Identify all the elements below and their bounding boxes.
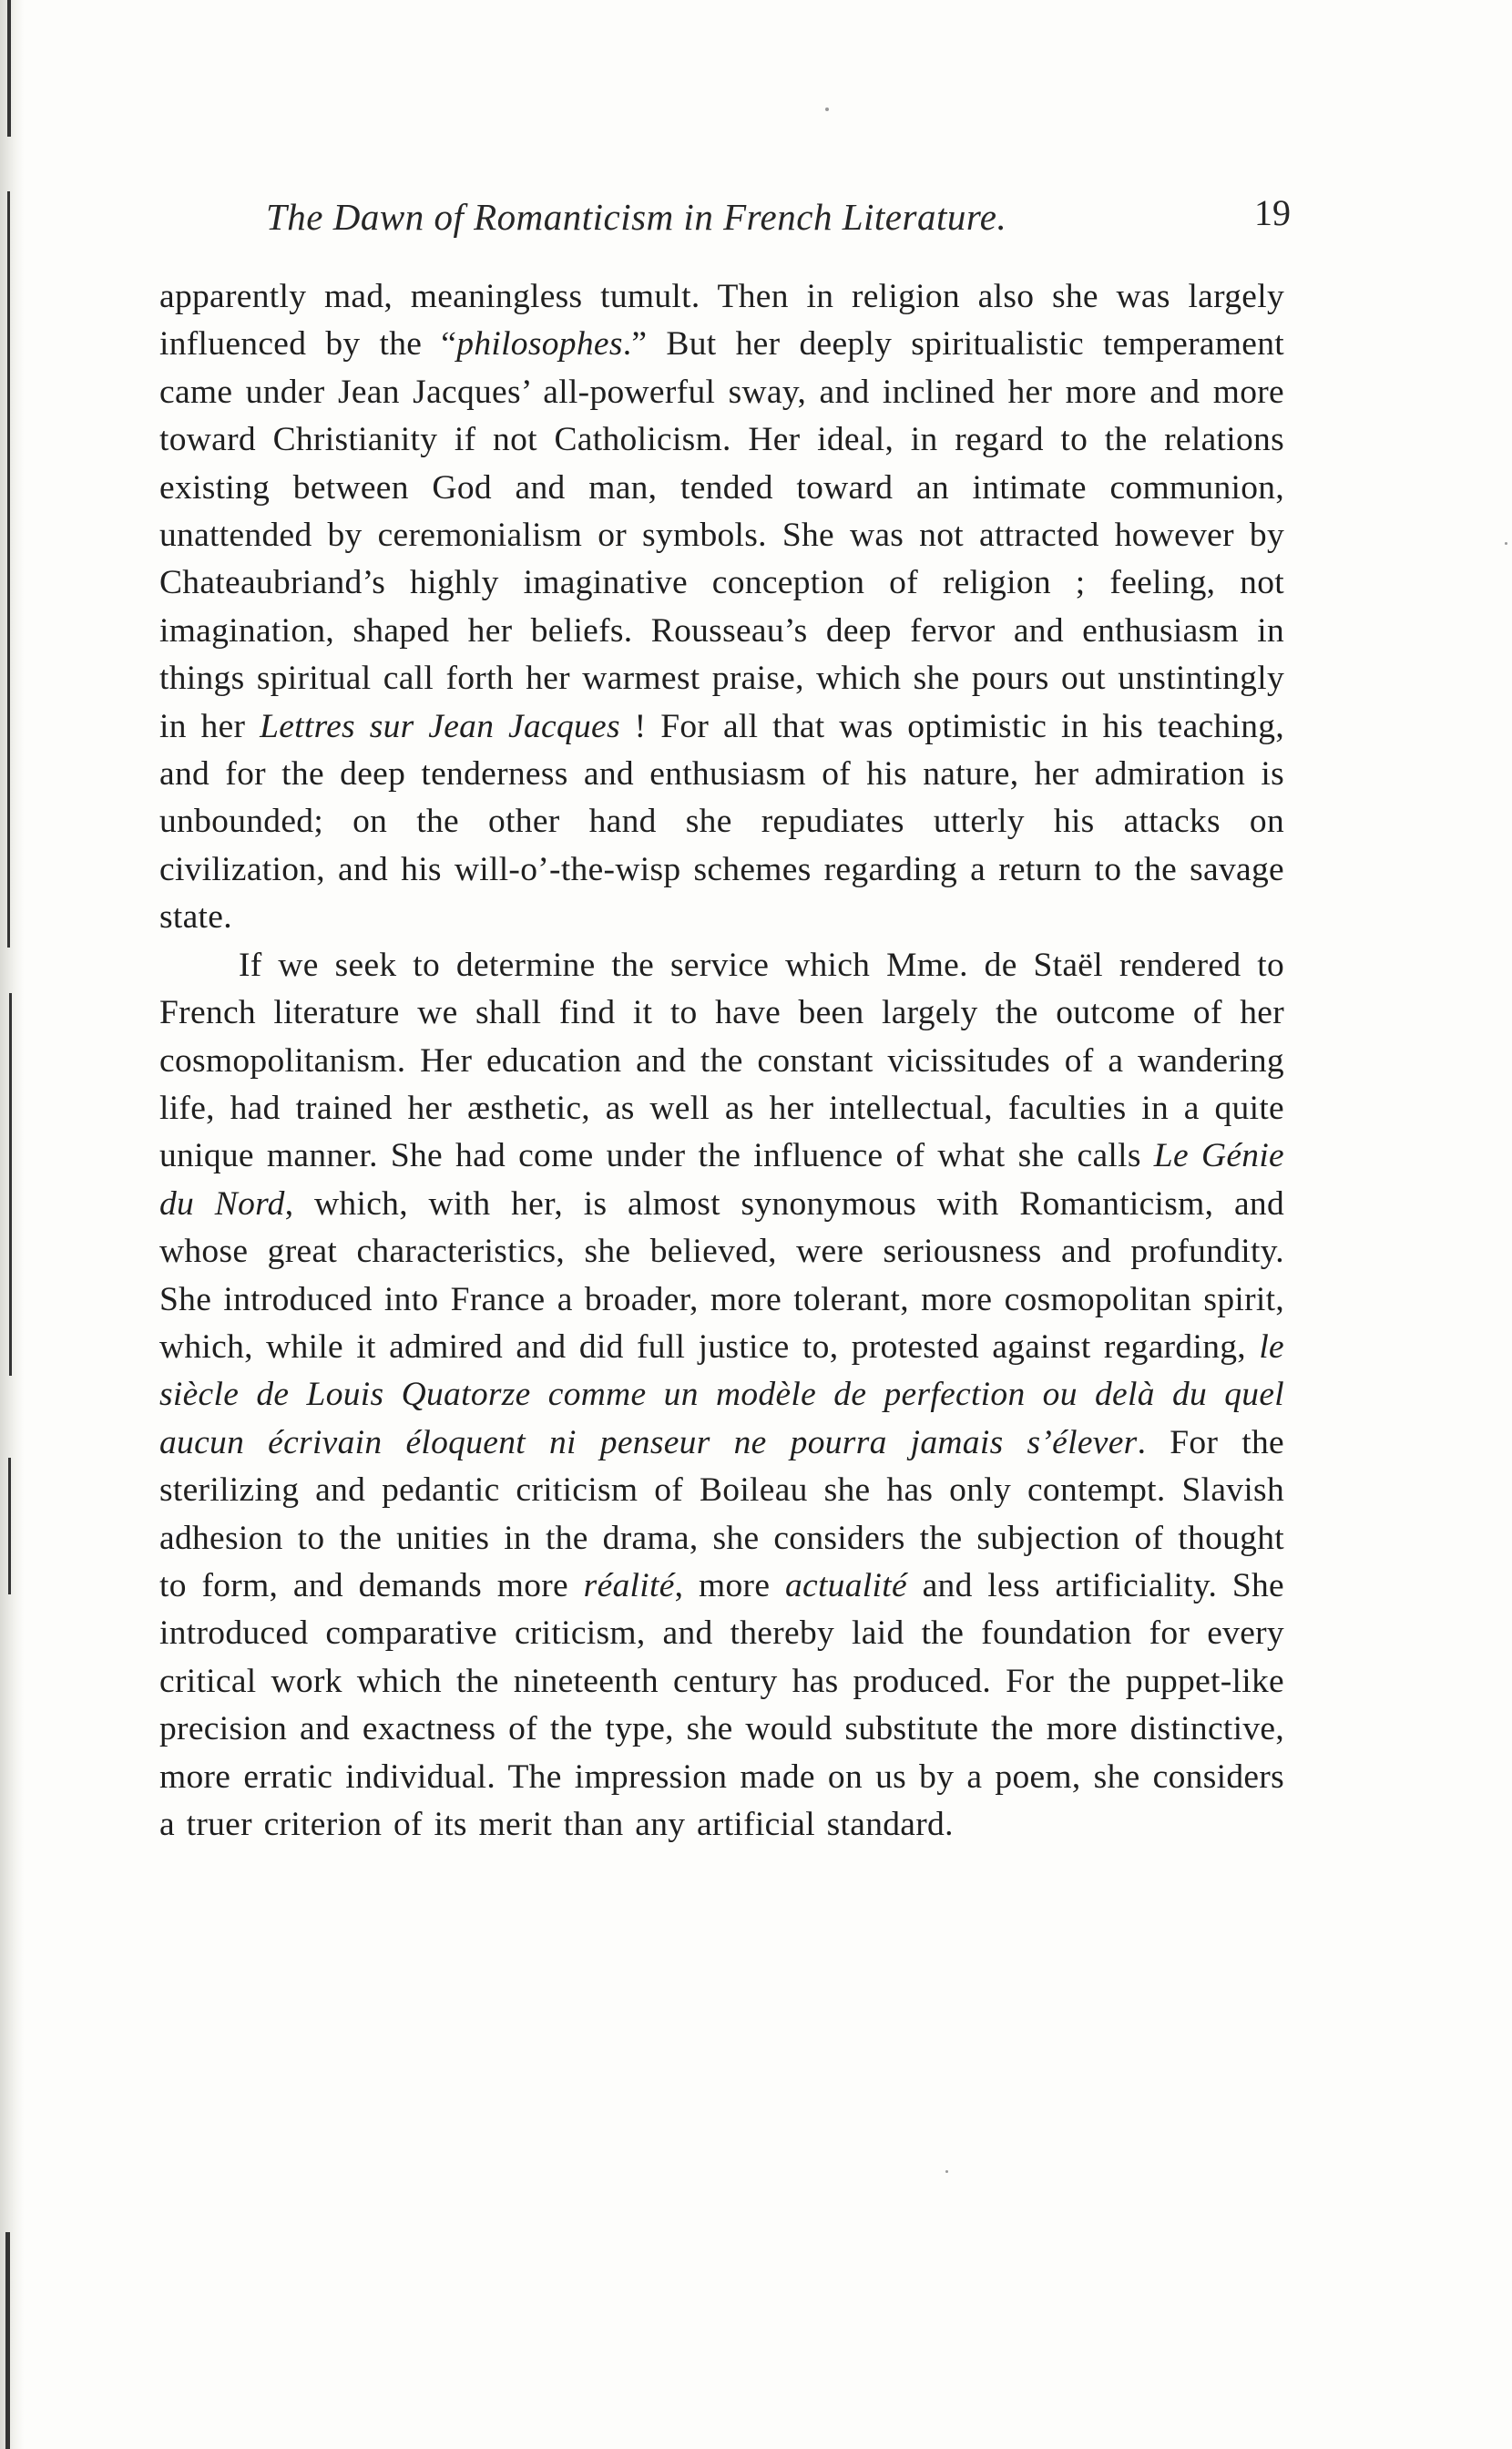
text-segment: and less artificiality. She introduced comparative criticism, and thereby laid the foundation for every critical work which the nineteenth century has produced. For the puppet-like precision and exactness of the type, she would substitute the more distinctive, more erratic individual. The impression made on us by a poem, she considers a truer criterion of its merit than any artificial standard. [159,1566,1285,1843]
text-segment: , more [674,1566,785,1604]
paper-speck [945,2170,948,2173]
page-number: 19 [1254,192,1291,233]
paper-speck [1505,542,1507,545]
italic-term: actualité [784,1566,907,1604]
page-header [266,192,1291,250]
text-segment: , which, with her, is almost synonymous with Romanticism, and whose great characteristics, she believed, were seriousness and profundity. She introduced into France a broader, more tolerant, more cosmopolitan spirit, which, while it admired and did full justice to, protested against regarding, [159,1184,1284,1366]
italic-term: réalité [583,1566,675,1604]
page-body [159,273,1284,1849]
text-segment: ! For all that was optimistic in his teaching, and for the deep tenderness and enthusiasm of his nature, her admiration is unbounded; on the other hand she repudiates utterly his attacks on civilization, and his will-o’-the-wisp schemes regarding a return to the savage state. [159,707,1285,937]
italic-quotation: le siècle de Louis Quatorze comme un modèle de perfection ou delà du quel aucun écrivain éloquent ni penseur ne pourra jamais s’élever [159,1327,1284,1461]
italic-term: Le Génie du Nord [159,1137,1284,1223]
text-segment: apparently mad, meaningless tumult. Then in religion also she was largely influenced by the “ [159,278,1284,364]
text-segment: . For the sterilizing and pedantic criticism of Boileau she has only contempt. Slavish adhesion to the unities in the drama, she considers the subjection of thought to form, and demands more [159,1423,1285,1604]
italic-title: Lettres sur Jean Jacques [260,707,620,745]
paragraph [159,273,1284,942]
running-title: The Dawn of Romanticism in French Literature. [266,196,1007,238]
paper-speck [825,108,829,111]
italic-term: philosophes [456,325,623,364]
text-segment: If we seek to determine the service which Mme. de Staël rendered to French literature we shall find it to have been largely the outcome of her cosmopolitanism. Her education and the constant vicissitudes of a wandering life, had trained her æsthetic, as well as her intellectual, faculties in a quite unique manner. She had come under the influence of what she calls [159,946,1284,1175]
text-segment: .” But her deeply spiritualistic temperament came under Jean Jacques’ all-powerful sway, and inclined her more and more toward Christianity if not Catholicism. Her ideal, in regard to the relations existing between God and man, tended toward an intimate communion, unattended by ceremonialism or symbols. She was not attracted however by Chateaubriand’s highly imaginative conception of religion ; feeling, not imagination, shaped her beliefs. Rousseau’s deep fervor and enthusiasm in things spiritual call forth her warmest praise, which she pours out unstintingly in her [159,325,1285,745]
paragraph [159,942,1284,1850]
page-binding-edge [0,0,24,2449]
